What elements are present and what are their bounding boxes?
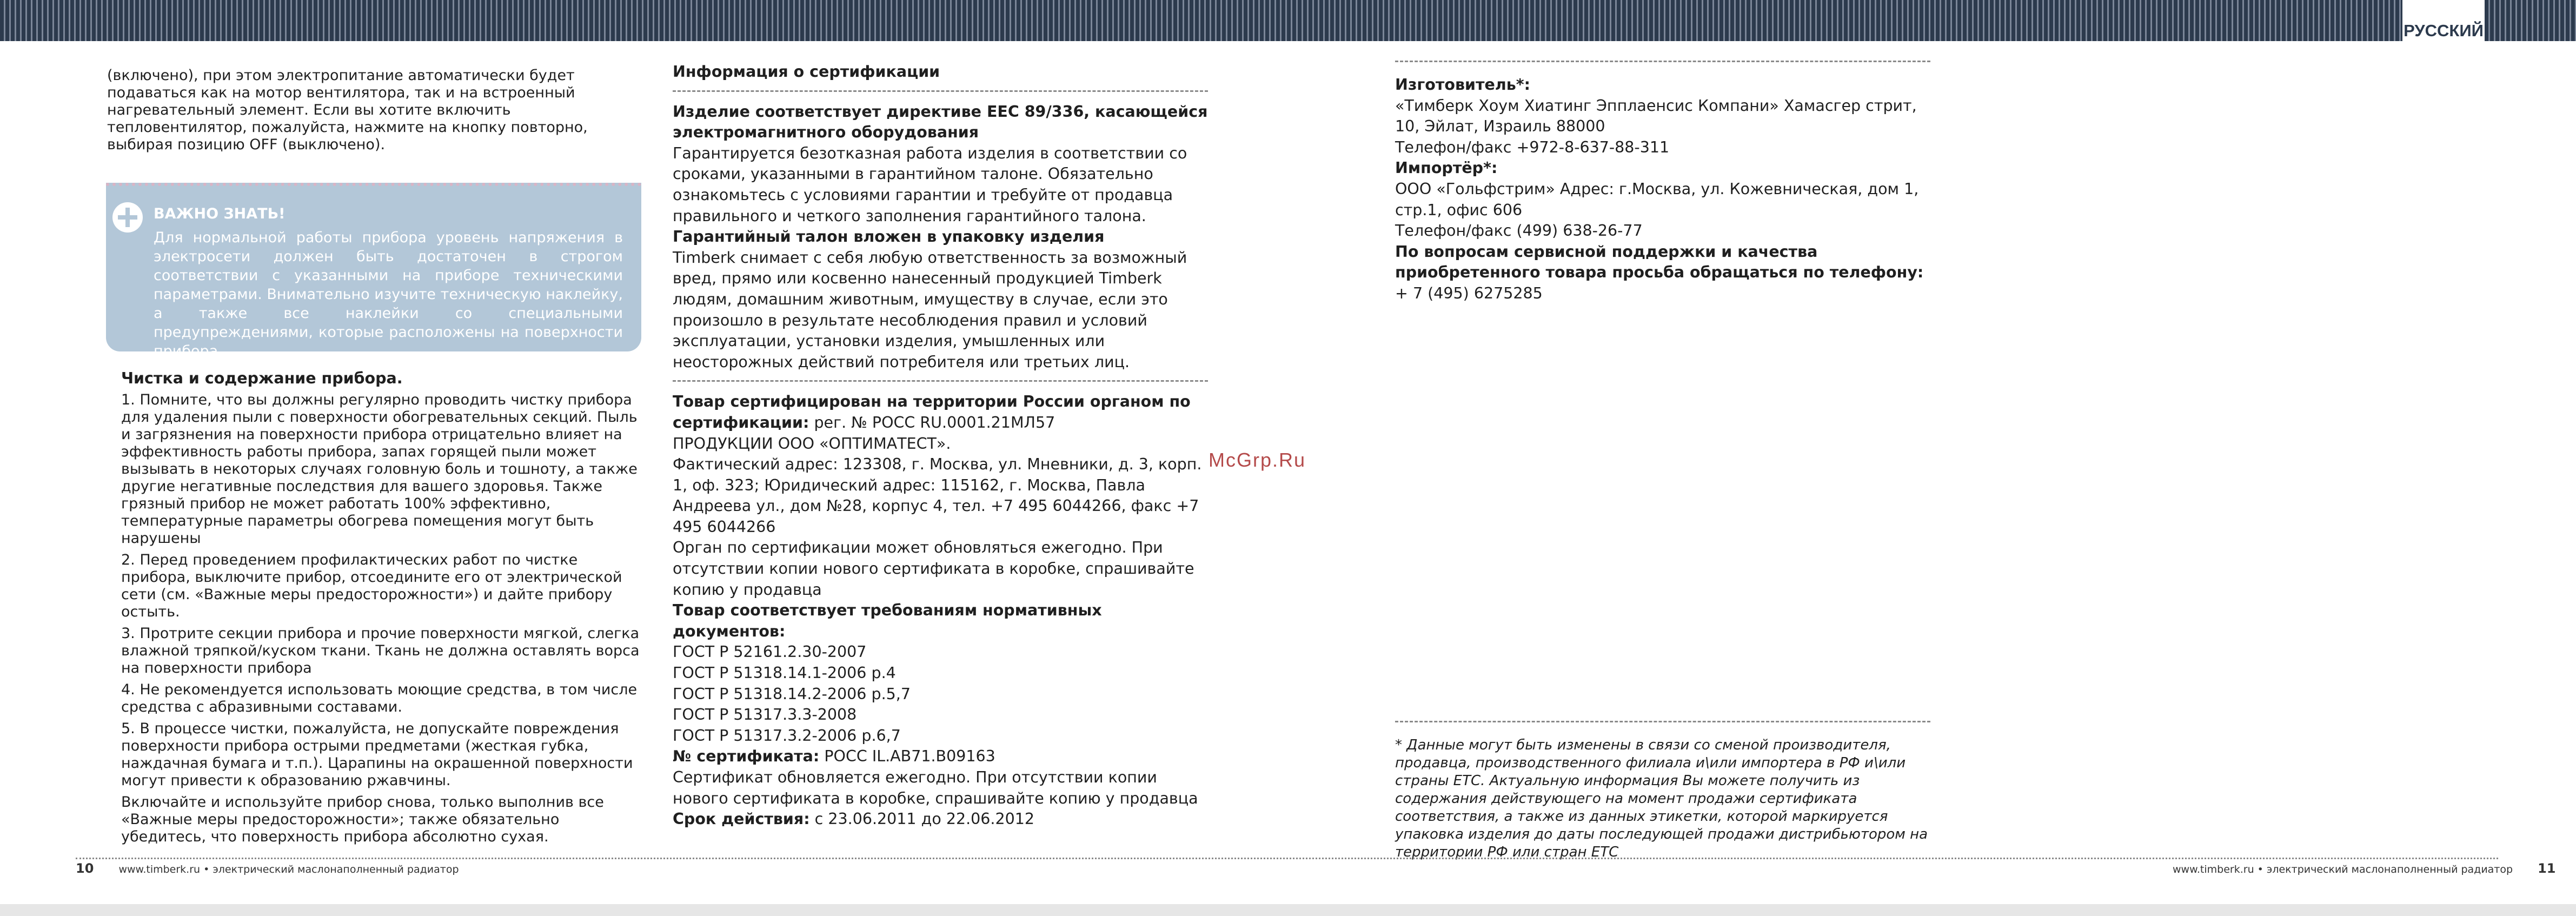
notice-title: ВАЖНО ЗНАТЬ! — [154, 205, 286, 222]
support-phone: + 7 (495) 6275285 — [1395, 284, 1543, 302]
care-section — [121, 370, 640, 850]
support-label: По вопросам сервисной поддержки и качества приобретенного товара просьба обращаться по телефону: — [1395, 242, 1924, 282]
footer-right-text: www.timberk.ru • электрический маслонаполненный радиатор — [2173, 864, 2513, 875]
cert-number-line — [673, 746, 1208, 767]
care-item: 1. Помните, что вы должны регулярно проводить чистку прибора для удаления пыли с поверхности обогревательных секций. Пыль и загрязнения на поверхности прибора отрицательно влияет на эффективность работы прибора, запах горящей пыли может вызывать в некоторых случаях головную боль и тошноту, а также другие негативные последствия для вашего здоровья. Также грязный прибор не может работать 100% эффективно, температурные параметры обогрева помещения могут быть нарушены — [121, 391, 638, 547]
warranty-text: Timberk снимает с себя любую ответственность за возможный вред, прямо или косвенно нанесенный продукцией Timberk людям, домашним животным, имуществу в случае, если это произошло в результате несоблюдения правил и условий эксплуатации, установки изделия, умышленных или неосторожных действий потребителя или третьих лиц. — [673, 248, 1187, 371]
page-number-right: 11 — [2538, 861, 2556, 876]
directive-text: Гарантируется безотказная работа изделия в соответствии со сроками, указанными в гарантийном талоне. Обязательно ознакомьтесь с условиями гарантии и требуйте от продавца правильного и четкого заполнения гарантийного талона. — [673, 144, 1187, 225]
importer-phone: Телефон/факс (499) 638-26-77 — [1395, 222, 1643, 240]
maker-text: «Тимберк Хоум Хиатинг Эпплаенсис Компани» Хамасгер стрит, 10, Эйлат, Израиль 88000 — [1395, 96, 1917, 136]
norm-item: ГОСТ Р 51317.3.3-2008 — [673, 706, 857, 724]
norm-item: ГОСТ Р 51317.3.2-2006 р.6,7 — [673, 726, 901, 745]
maker-label: Изготовитель*: — [1395, 76, 1531, 94]
important-notice-box — [106, 183, 641, 360]
warranty-title: Гарантийный талон вложен в упаковку изделия — [673, 228, 1105, 246]
cert-renew: Орган по сертификации может обновляться ежегодно. При отсутствии копии нового сертификата в коробке, спрашивайте копию у продавца — [673, 539, 1194, 599]
cert-number-value: РОСС IL.АВ71.В09163 — [819, 747, 995, 766]
watermark-text: McGrp.Ru — [1209, 449, 1306, 471]
maker-phone: Телефон/факс +972-8-637-88-311 — [1395, 138, 1670, 156]
importer-text: ООО «Гольфстрим» Адрес: г.Москва, ул. Кожевническая, дом 1, стр.1, офис 606 — [1395, 180, 1919, 219]
cert-title: Информация о сертификации — [673, 63, 940, 81]
right-column — [1395, 75, 1930, 304]
certified-line — [673, 391, 1208, 433]
divider — [1395, 721, 1930, 722]
middle-column — [673, 62, 1208, 830]
validity-line — [673, 809, 1208, 830]
care-title: Чистка и содержание прибора. — [121, 369, 403, 387]
plus-circle-icon — [112, 202, 143, 233]
norm-item: ГОСТ Р 51318.14.1-2006 р.4 — [673, 664, 896, 682]
norm-item: ГОСТ Р 52161.2.30-2007 — [673, 643, 867, 661]
certified-reg: рег. № РОСС RU.0001.21МЛ57 — [809, 413, 1055, 432]
norm-item: ГОСТ Р 51318.14.2-2006 р.5,7 — [673, 685, 911, 703]
header-stripes-left — [0, 0, 2402, 41]
cert-number-label: № сертификата: — [673, 747, 820, 766]
language-tag: РУССКИЙ — [2402, 13, 2485, 49]
notice-text: Для нормальной работы прибора уровень напряжения в электросети должен быть достаточен в строгом соответствии с указанными на приборе техническими параметрами. Внимательно изучите техническую наклейку, а также все наклейки со специальными предупреждениями, которые расположены на поверхности прибора. — [154, 229, 623, 360]
footer-divider — [76, 858, 2498, 859]
directive-title: Изделие соответствует директиве ЕЕС 89/336, касающейся электромагнитного оборудования — [673, 102, 1208, 142]
care-item: Включайте и используйте прибор снова, только выполнив все «Важные меры предосторожности»; также обязательно убедитесь, что поверхность прибора абсолютно сухая. — [121, 794, 604, 845]
care-item: 3. Протрите секции прибора и прочие поверхности мягкой, слегка влажной тряпкой/куском ткани. Ткань не должна оставлять ворса на поверхности прибора — [121, 625, 640, 676]
lead-paragraph: (включено), при этом электропитание автоматически будет подаваться как на мотор вентилятора, так и на встроенный нагревательный элемент. Если вы хотите включить тепловентилятор, пожалуйста, нажмите на кнопку повторно, выбирая позицию OFF (выключено). — [107, 67, 588, 153]
care-item: 2. Перед проведением профилактических работ по чистке прибора, выключите прибор, отсоедините его от электрической сети (см. «Важные меры предосторожности») и дайте прибору остыть. — [121, 552, 622, 620]
page-number-left: 10 — [76, 861, 94, 876]
care-item: 4. Не рекомендуется использовать моющие средства, в том числе средства с абразивными составами. — [121, 681, 638, 715]
cert-address: Фактический адрес: 123308, г. Москва, ул. Мневники, д. 3, корп. 1, оф. 323; Юридический адрес: 115162, г. Москва, Павла Андреева ул., дом №28, корпус 4, тел. +7 495 6044266, факс +7 495 6044266 — [673, 455, 1202, 536]
footer-right — [2173, 862, 2556, 876]
footer-left-text: www.timberk.ru • электрический маслонаполненный радиатор — [118, 864, 459, 875]
cert-yearly: Сертификат обновляется ежегодно. При отсутствии копии нового сертификата в коробке, спрашивайте копию у продавца — [673, 768, 1198, 807]
certified-title: Товар сертифицирован на территории России органом по сертификации: — [673, 393, 1191, 432]
importer-label: Импортёр*: — [1395, 159, 1498, 177]
footer-left — [76, 862, 459, 876]
divider — [673, 90, 1208, 92]
divider — [673, 380, 1208, 382]
footnote: * Данные могут быть изменены в связи со сменой производителя, продавца, производственного филиала и\или импортера в РФ и\или страны ЕТС. Актуальную информация Вы можете получить из содержания действующего на момент продажи сертификата соответствия, а также из данных этикетки, которой маркируется упаковка изделия до даты последующей продажи дистрибьютором на территории РФ или стран ЕТС — [1395, 737, 1928, 860]
header-stripes-right — [2485, 0, 2576, 41]
validity-value: с 23.06.2011 до 22.06.2012 — [809, 810, 1035, 828]
cert-body: ПРОДУКЦИИ ООО «ОПТИМАТЕСТ». — [673, 434, 951, 453]
care-item: 5. В процессе чистки, пожалуйста, не допускайте повреждения поверхности прибора острыми предметами (жесткая губка, наждачная бумага и т.п.). Царапины на окрашенной поверхности могут привести к образованию ржавчины. — [121, 720, 633, 789]
bottom-bar — [0, 904, 2576, 916]
divider — [1395, 61, 1930, 62]
norms-title: Товар соответствует требованиям нормативных документов: — [673, 601, 1102, 640]
validity-label: Срок действия: — [673, 810, 810, 828]
